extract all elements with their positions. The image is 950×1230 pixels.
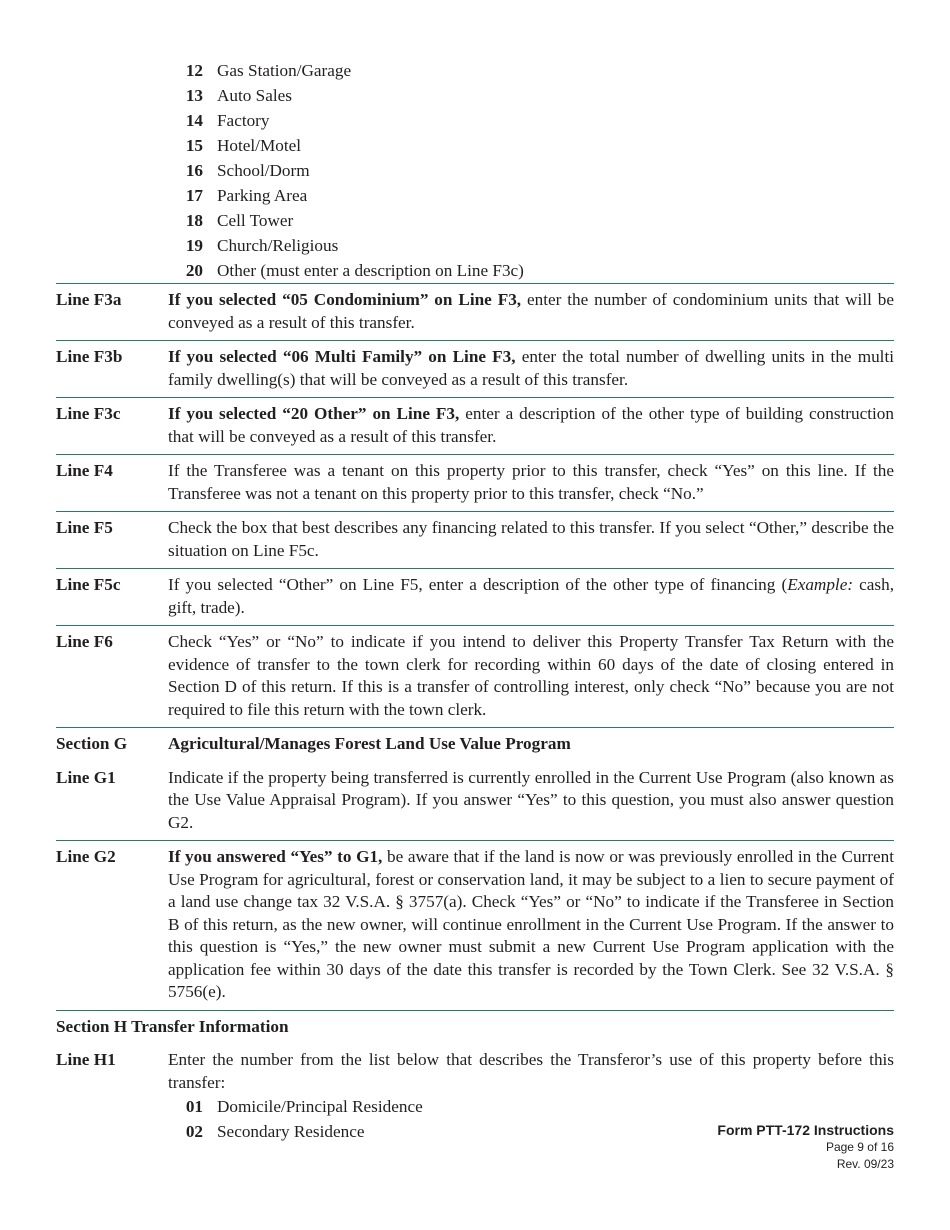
item-text: Cell Tower	[217, 211, 294, 230]
item-text: Hotel/Motel	[217, 136, 302, 155]
line-description: If you selected “05 Condominium” on Line F3, enter the number of condominium units that will be conveyed as a result of this transfer.	[168, 290, 894, 332]
list-item	[56, 258, 894, 283]
line-label: Line F3c	[56, 404, 121, 423]
list-item	[56, 108, 894, 133]
item-text: School/Dorm	[217, 161, 310, 180]
line-f6	[56, 626, 894, 728]
item-number: 13	[185, 86, 203, 105]
item-number: 14	[185, 111, 203, 130]
item-number: 16	[185, 161, 203, 180]
list-item	[56, 58, 894, 83]
line-description: If the Transferee was a tenant on this property prior to this transfer, check “Yes” on this line. If the Transferee was not a tenant on this property prior to this transfer, check “No.”	[168, 461, 894, 503]
line-label: Line F6	[56, 632, 113, 651]
page-number: Page 9 of 16	[825, 1140, 894, 1154]
line-g1	[56, 762, 894, 842]
item-text: Factory	[217, 111, 270, 130]
item-text: Parking Area	[217, 186, 308, 205]
line-f3b	[56, 341, 894, 398]
line-label: Line H1	[56, 1050, 116, 1069]
item-number: 17	[185, 186, 203, 205]
item-number: 19	[185, 236, 203, 255]
list-item	[56, 1094, 894, 1119]
item-text: Auto Sales	[217, 86, 292, 105]
line-label: Line F5	[56, 518, 113, 537]
item-number: 12	[185, 61, 203, 80]
section-title: Agricultural/Manages Forest Land Use Value Program	[168, 734, 571, 753]
item-text: Other (must enter a description on Line F3c)	[217, 261, 524, 280]
line-label: Line G1	[56, 767, 116, 787]
list-item	[56, 208, 894, 233]
line-description: Indicate if the property being transferred is currently enrolled in the Current Use Program (also known as the Use Value Appraisal Program). If you answer “Yes” to this question, you must also answer question G2.	[168, 767, 894, 832]
section-h-heading	[56, 1011, 894, 1045]
line-label: Line F5c	[56, 575, 121, 594]
item-number: 20	[185, 261, 203, 280]
line-g2	[56, 841, 894, 1011]
item-text: Secondary Residence	[217, 1122, 365, 1141]
line-description: If you selected “06 Multi Family” on Line F3, enter the total number of dwelling units in the multi family dwelling(s) that will be conveyed as a result of this transfer.	[168, 347, 894, 389]
document-page	[56, 58, 894, 1144]
line-f5c	[56, 569, 894, 626]
line-f5	[56, 512, 894, 569]
line-label: Line G2	[56, 847, 116, 866]
line-label: Line F3b	[56, 347, 123, 366]
list-item	[56, 83, 894, 108]
line-f4	[56, 455, 894, 512]
line-description: If you answered “Yes” to G1, be aware that if the land is now or was previously enrolled in the Current Use Program for agricultural, forest or conservation land, it may be subject to a lien to secure payment of a land use change tax 32 V.S.A. § 3757(a). Check “Yes” or “No” to indicate if the Transferee in Section B of this return, as the new owner, will continue enrollment in the Current Use Program. If the answer to this question is “Yes,” the new owner must submit a new Current Use Program application with the application fee within 30 days of the date this transfer is recorded by the Town Clerk. See 32 V.S.A. § 5756(e).	[168, 847, 894, 1001]
line-description: If you selected “Other” on Line F5, enter a description of the other type of financing (Example: cash, gift, trade).	[168, 575, 894, 617]
line-f3a	[56, 284, 894, 341]
building-type-list	[56, 58, 894, 283]
form-title: Form PTT-172 Instructions	[717, 1122, 894, 1138]
section-title: Section H Transfer Information	[56, 1016, 289, 1036]
section-label: Section G	[56, 734, 128, 753]
line-description: Check the box that best describes any financing related to this transfer. If you select “Other,” describe the situation on Line F5c.	[168, 518, 894, 560]
item-text: Church/Religious	[217, 236, 339, 255]
item-text: Gas Station/Garage	[217, 61, 352, 80]
line-description: Check “Yes” or “No” to indicate if you intend to deliver this Property Transfer Tax Return with the evidence of transfer to the town clerk for recording within 60 days of the date of closing entered in Section D of this return. If this is a transfer of controlling interest, only check “No” because you are not required to file this return with the town clerk.	[168, 632, 894, 719]
page-footer	[717, 1121, 894, 1173]
revision-date: Rev. 09/23	[836, 1157, 894, 1171]
item-number: 01	[185, 1097, 203, 1116]
line-label: Line F4	[56, 461, 113, 480]
list-item	[56, 183, 894, 208]
line-description: If you selected “20 Other” on Line F3, enter a description of the other type of building construction that will be conveyed as a result of this transfer.	[168, 404, 894, 446]
item-number: 18	[185, 211, 203, 230]
line-description: Enter the number from the list below that describes the Transferor’s use of this property before this transfer:	[168, 1050, 894, 1092]
list-item	[56, 158, 894, 183]
line-f3c	[56, 398, 894, 455]
item-text: Domicile/Principal Residence	[217, 1097, 423, 1116]
line-label: Line F3a	[56, 290, 122, 309]
list-item	[56, 233, 894, 258]
item-number: 02	[185, 1122, 203, 1141]
item-number: 15	[185, 136, 203, 155]
list-item	[56, 133, 894, 158]
section-g-heading	[56, 728, 894, 762]
line-h1	[56, 1044, 894, 1094]
